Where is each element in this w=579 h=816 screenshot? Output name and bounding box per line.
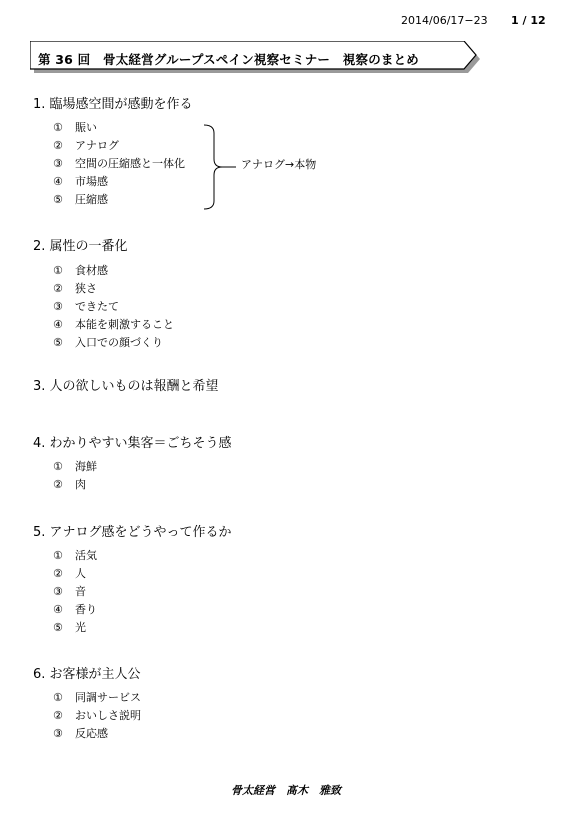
item-text: 同調サービス — [75, 691, 141, 704]
list-item — [53, 155, 185, 173]
item-text: 音 — [75, 585, 86, 598]
item-text: 反応感 — [75, 727, 108, 740]
document-title: 第 36 回 骨太経営グループスペイン視察セミナー 視察のまとめ — [38, 52, 419, 67]
section-1-list — [53, 119, 185, 209]
list-item — [53, 280, 174, 298]
item-number: ⑤ — [53, 193, 63, 206]
list-item — [53, 298, 174, 316]
list-item — [53, 689, 141, 707]
list-item — [53, 191, 185, 209]
item-text: おいしさ説明 — [75, 709, 141, 722]
section-heading: 3. 人の欲しいものは報酬と希望 — [33, 379, 219, 394]
list-item — [53, 334, 174, 352]
list-item — [53, 316, 174, 334]
item-number: ③ — [53, 300, 63, 313]
page-number: 1 / 12 — [511, 14, 546, 27]
section-1 — [33, 93, 193, 112]
title-banner — [30, 41, 482, 75]
item-text: 圧縮感 — [75, 193, 108, 206]
item-text: 市場感 — [75, 175, 108, 188]
item-number: ③ — [53, 157, 63, 170]
item-number: ④ — [53, 603, 63, 616]
section-4 — [33, 432, 232, 451]
item-text: 狭さ — [75, 282, 97, 295]
item-number: ① — [53, 691, 63, 704]
item-number: ② — [53, 567, 63, 580]
item-number: ① — [53, 549, 63, 562]
list-item — [53, 458, 97, 476]
document-date: 2014/06/17−23 — [401, 14, 488, 27]
item-number: ⑤ — [53, 336, 63, 349]
list-item — [53, 565, 97, 583]
list-item — [53, 137, 185, 155]
list-item — [53, 547, 97, 565]
item-number: ③ — [53, 585, 63, 598]
section-5-list — [53, 547, 97, 637]
list-item — [53, 262, 174, 280]
item-text: アナログ — [75, 139, 119, 152]
section-heading: 6. お客様が主人公 — [33, 667, 141, 682]
section-5 — [33, 521, 232, 540]
section-heading: 4. わかりやすい集客＝ごちそう感 — [33, 436, 232, 451]
item-text: できたて — [75, 300, 119, 313]
item-text: 空間の圧縮感と一体化 — [75, 157, 185, 170]
item-text: 光 — [75, 621, 86, 634]
section-heading: 5. アナログ感をどうやって作るか — [33, 525, 232, 540]
item-number: ② — [53, 139, 63, 152]
item-text: 海鮮 — [75, 460, 97, 473]
item-number: ① — [53, 264, 63, 277]
item-number: ④ — [53, 318, 63, 331]
list-item — [53, 619, 97, 637]
item-number: ① — [53, 121, 63, 134]
item-number: ⑤ — [53, 621, 63, 634]
curly-brace — [202, 123, 238, 211]
list-item — [53, 476, 97, 494]
section-2-list — [53, 262, 174, 352]
item-number: ② — [53, 478, 63, 491]
section-heading: 1. 臨場感空間が感動を作る — [33, 97, 193, 112]
list-item — [53, 583, 97, 601]
item-number: ② — [53, 282, 63, 295]
item-text: 賑い — [75, 121, 97, 134]
item-text: 食材感 — [75, 264, 108, 277]
section-6 — [33, 663, 141, 682]
item-text: 肉 — [75, 478, 86, 491]
section-heading: 2. 属性の一番化 — [33, 239, 128, 254]
list-item — [53, 173, 185, 191]
item-number: ④ — [53, 175, 63, 188]
item-text: 入口での顔づくり — [75, 336, 163, 349]
list-item — [53, 119, 185, 137]
list-item — [53, 725, 141, 743]
section-6-list — [53, 689, 141, 743]
footer-author: 骨太経営 髙木 雅致 — [231, 784, 341, 797]
bracket-note: アナログ→本物 — [241, 158, 317, 171]
item-text: 香り — [75, 603, 97, 616]
item-number: ② — [53, 709, 63, 722]
section-3 — [33, 375, 219, 394]
item-number: ③ — [53, 727, 63, 740]
item-text: 人 — [75, 567, 86, 580]
list-item — [53, 707, 141, 725]
item-text: 本能を刺激すること — [75, 318, 174, 331]
section-2 — [33, 235, 128, 254]
item-text: 活気 — [75, 549, 97, 562]
section-4-list — [53, 458, 97, 494]
item-number: ① — [53, 460, 63, 473]
list-item — [53, 601, 97, 619]
